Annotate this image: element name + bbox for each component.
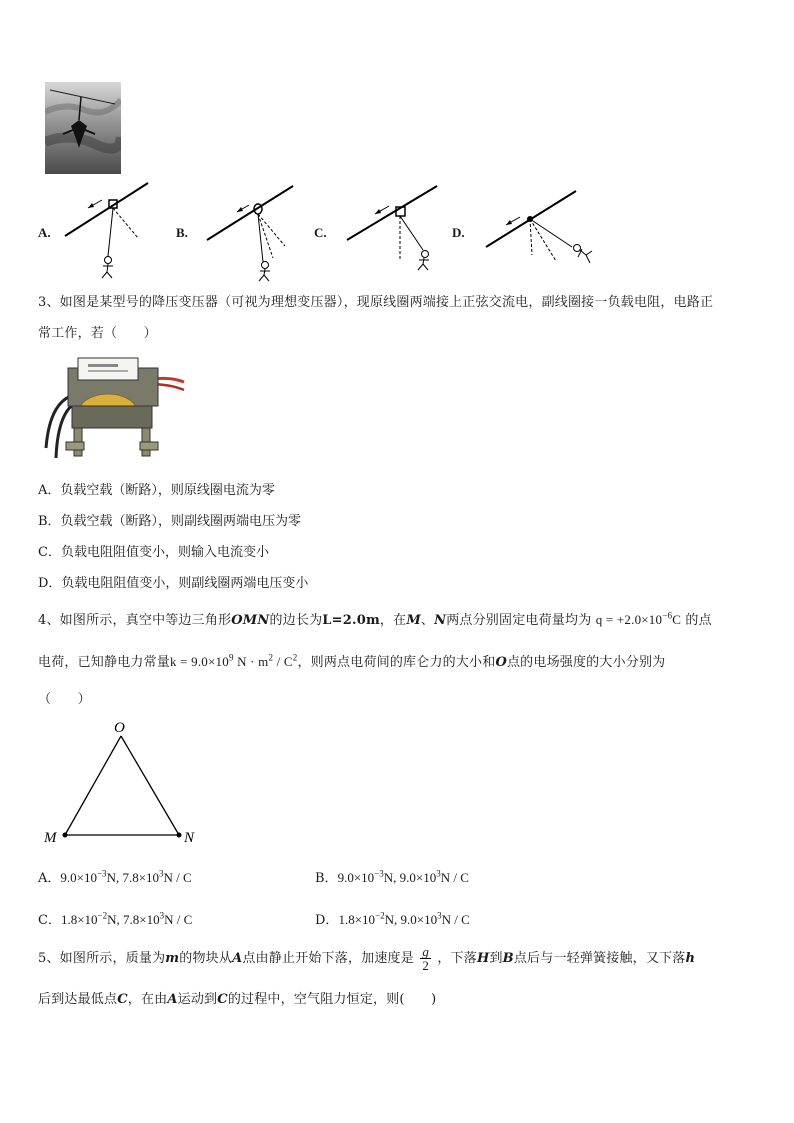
zipline-photo [45,82,121,174]
q2-option-d-label: D. [452,225,465,240]
q3-option-a: A．负载空载（断路），则原线圈电流为零 [38,483,275,498]
vertex-o-label: O [114,720,125,736]
q4-stem-line1: 4、如图所示，真空中等边三角形OMN的边长为L=2.0m，在M、N两点分别固定电荷量均为 $q = +2.0\times 10^{-6}C$ 的点 [38,610,712,628]
q4-stem-line3: （ ） [38,692,91,707]
q4-option-b: B．$9.0\times 10^{-3}N$, $9.0\times 10^3N / C$ [315,868,469,886]
q2-option-b-diagram [205,182,300,282]
coulomb-constant: $k = 9.0\times 10^9$ $N \cdot m^2 / C^2$ [170,652,298,669]
q3-stem-line1: 3、如图是某型号的降压变压器（可视为理想变压器），现原线圈两端接上正弦交流电，副线圈接一负载电阻，电路正 [38,295,714,310]
q2-option-d-diagram [484,185,594,275]
q4-option-c: C．$1.8\times 10^{-2}N$, $7.8\times 10^3N / C$ [38,910,193,928]
q3-stem-line2: 常工作，若（ ） [38,326,157,341]
q2-option-a-label: A. [38,225,51,240]
vertex-m-label: M [44,830,57,846]
q4-stem-line2: 电荷，已知静电力常量$k = 9.0\times 10^9$ $N \cdot m^2 / C^2$，则两点电荷间的库仑力的大小和O点的电场强度的大小分别为 [38,652,666,670]
q5-stem-line2: 后到达最低点C，在由A运动到C的过程中，空气阻力恒定，则( ) [38,992,437,1007]
q2-option-b-label: B. [176,225,188,240]
q2-option-c-diagram [345,182,445,282]
triangle-diagram [38,716,208,846]
q4-option-a: A．$9.0\times 10^{-3}N$, $7.8\times 10^3N / C$ [38,868,192,886]
q3-option-b: B．负载空载（断路），则副线圈两端电压为零 [38,514,302,529]
q3-option-d: D．负载电阻阻值变小，则副线圈两端电压变小 [38,576,309,591]
q4-option-d: D．$1.8\times 10^{-2}N$, $9.0\times 10^3N / C$ [315,910,470,928]
fraction-g-over-2: $\frac{g}{2}$ [422,944,430,973]
charge-formula: $q = +2.0\times 10^{-6}C$ [595,610,682,627]
q3-option-c: C．负载电阻阻值变小，则输入电流变小 [38,545,269,560]
q5-stem-line1: 5、如图所示，质量为m的物块从A点由静止开始下落，加速度是 $\frac{g}{2}$ ，下落H到B点后与一轻弹簧接触，又下落h [38,944,696,973]
transformer-photo [38,350,188,460]
q2-option-a-diagram [60,180,160,280]
q2-option-c-label: C. [314,225,327,240]
vertex-n-label: N [184,830,195,846]
